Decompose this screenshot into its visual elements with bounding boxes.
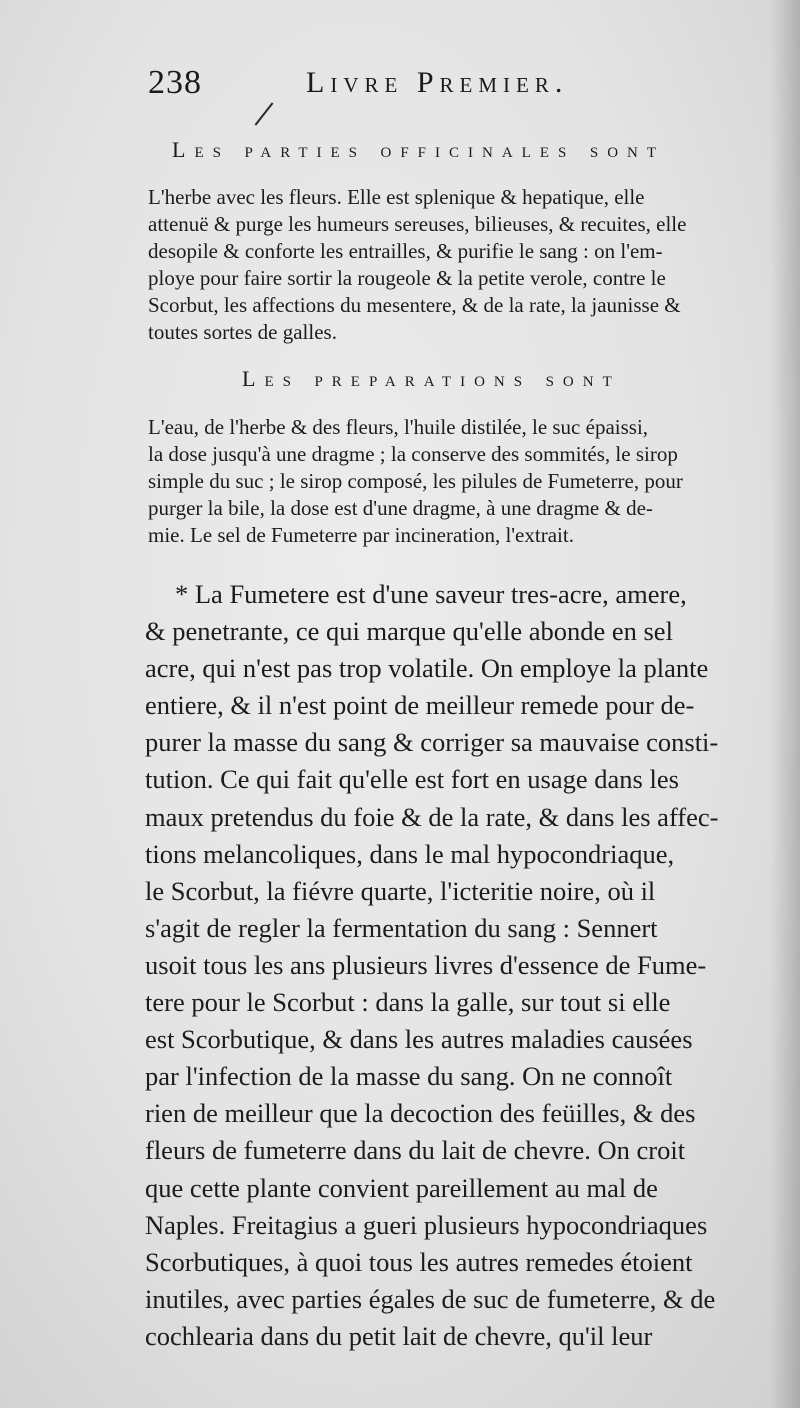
text-line: purer la masse du sang & corriger sa mauvaise consti- (145, 727, 719, 758)
text-line: est Scorbutique, & dans les autres maladies causées (145, 1024, 693, 1055)
text-line: mie. Le sel de Fumeterre par incineration, l'extrait. (148, 523, 574, 547)
text-line: acre, qui n'est pas trop volatile. On employe la plante (145, 653, 709, 684)
running-title: Livre Premier. (306, 66, 569, 99)
section-heading-officinal: Les parties officinales sont (172, 137, 666, 162)
text-line: * La Fumetere est d'une saveur tres-acre, amere, (175, 579, 687, 609)
text-line: entiere, & il n'est point de meilleur remede pour de- (145, 690, 695, 721)
text-line: Scorbut, les affections du mesentere, & de la rate, la jaunisse & (148, 293, 681, 317)
page-edge-shadow (770, 0, 800, 1408)
page-number: 238 (148, 64, 202, 101)
text-line: Naples. Freitagius a gueri plusieurs hypocondriaques (145, 1209, 708, 1240)
text-line: maux pretendus du foie & de la rate, & dans les affec- (145, 801, 719, 832)
text-line: s'agit de regler la fermentation du sang : Sennert (145, 912, 658, 943)
text-line: Scorbutiques, à quoi tous les autres remedes étoient (145, 1246, 693, 1277)
section-heading-preparations: Les preparations sont (242, 366, 621, 391)
text-line: tions melancoliques, dans le mal hypocondriaque, (145, 838, 675, 869)
commentary-paragraph (145, 576, 800, 1355)
text-line: desopile & conforte les entrailles, & purifie le sang : on l'em- (148, 239, 663, 263)
text-line: L'herbe avec les fleurs. Elle est splenique & hepatique, elle (148, 185, 645, 209)
text-line: fleurs de fumeterre dans du lait de chevre. On croit (145, 1135, 686, 1166)
page-header (148, 64, 668, 108)
text-line: par l'infection de la masse du sang. On ne connoît (145, 1061, 673, 1092)
officinal-paragraph (148, 184, 798, 346)
text-line: tere pour le Scorbut : dans la galle, sur tout si elle (145, 987, 671, 1018)
text-line: tution. Ce qui fait qu'elle est fort en usage dans les (145, 764, 679, 795)
text-line: toutes sortes de galles. (148, 320, 337, 344)
text-line: purger la bile, la dose est d'une dragme, à une dragme & de- (148, 496, 653, 520)
text-line: simple du suc ; le sirop composé, les pilules de Fumeterre, pour (148, 469, 683, 493)
text-line: ploye pour faire sortir la rougeole & la petite verole, contre le (148, 266, 666, 290)
text-line: la dose jusqu'à une dragme ; la conserve des sommités, le sirop (148, 442, 678, 466)
text-line: usoit tous les ans plusieurs livres d'essence de Fume- (145, 949, 707, 980)
text-line: que cette plante convient pareillement au mal de (145, 1172, 658, 1203)
text-line: attenuë & purge les humeurs sereuses, bilieuses, & recuites, elle (148, 212, 687, 236)
text-line: L'eau, de l'herbe & des fleurs, l'huile distilée, le suc épaissi, (148, 415, 649, 439)
text-line: rien de meilleur que la decoction des feüilles, & des (145, 1098, 696, 1129)
text-line: le Scorbut, la fiévre quarte, l'icteritie noire, où il (145, 875, 656, 906)
text-line: inutiles, avec parties égales de suc de fumeterre, & de (145, 1283, 716, 1314)
text-line: & penetrante, ce qui marque qu'elle abonde en sel (145, 616, 673, 647)
preparations-paragraph (148, 414, 798, 549)
text-line: cochlearia dans du petit lait de chevre, qu'il leur (145, 1320, 653, 1351)
